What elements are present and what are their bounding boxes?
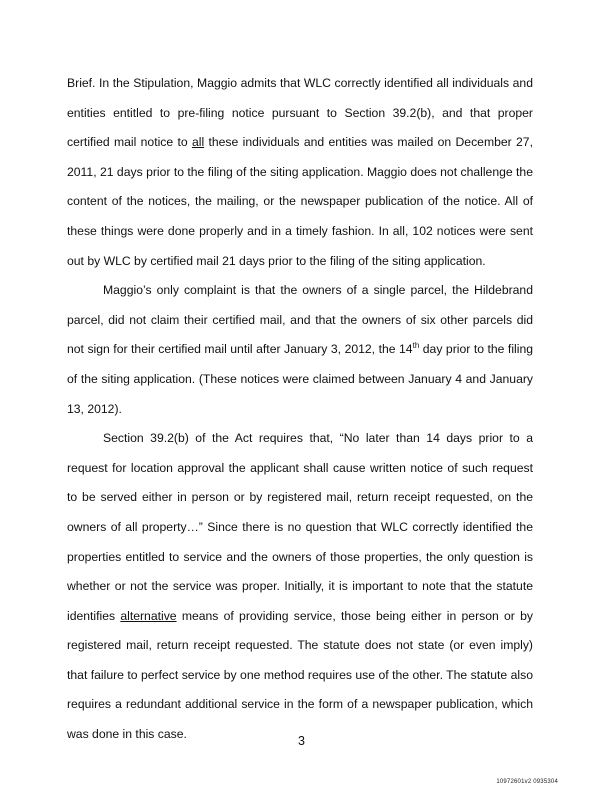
paragraph-1-underlined-all: all (191, 135, 205, 150)
paragraph-3-underlined-alternative: alternative (120, 608, 177, 623)
page-number: 3 (298, 734, 305, 748)
paragraph-2-text-b: day prior to the filing of the siting application. (These notices were claimed between January 4 and January 13, 2012). (67, 342, 533, 416)
paragraph-3-text-b: means of providing service, those being either in person or by registered mail, return receipt requested. The statute does not state (or even imply) that failure to perfect service by one method requires use of the other. The statute also requires a redundant additional service in the form of a newspaper publication, which was done in this case. (67, 608, 533, 742)
paragraph-2-text-a: Maggio’s only complaint is that the owners of a single parcel, the Hildebrand parcel, did not claim their certified mail, and that the owners of six other parcels did not sign for their certified mail until after January 3, 2012, the 14 (67, 283, 533, 357)
paragraph-1 (67, 69, 533, 276)
paragraph-1-text-a: Brief. In the Stipulation, Maggio admits that WLC correctly identified all individuals and entities entitled to pre-filing notice pursuant to Section 39.2(b), and that proper certified mail notice to (67, 76, 533, 150)
paragraph-2-superscript: th (412, 341, 420, 351)
paragraph-2 (67, 276, 533, 424)
body-text (67, 69, 533, 750)
document-id: 10972601v2 0935304 (496, 779, 558, 785)
paragraph-3 (67, 424, 533, 750)
paragraph-1-text-b: these individuals and entities was mailed on December 27, 2011, 21 days prior to the filing of the siting application. Maggio does not challenge the content of the notices, the mailing, or the newspaper publication of the notice. All of these things were done properly and in a timely fashion. In all, 102 notices were sent out by WLC by certified mail 21 days prior to the filing of the siting application. (67, 135, 533, 268)
paragraph-3-text-a: Section 39.2(b) of the Act requires that, “No later than 14 days prior to a request for location approval the applicant shall cause written notice of such request to be served either in person or by registered mail, return receipt requested, on the owners of all property…” Since there is no question that WLC correctly identified the properties entitled to service and the owners of those properties, the only question is whether or not the service was proper. Initially, it is important to note that the statute identifies (67, 431, 533, 623)
